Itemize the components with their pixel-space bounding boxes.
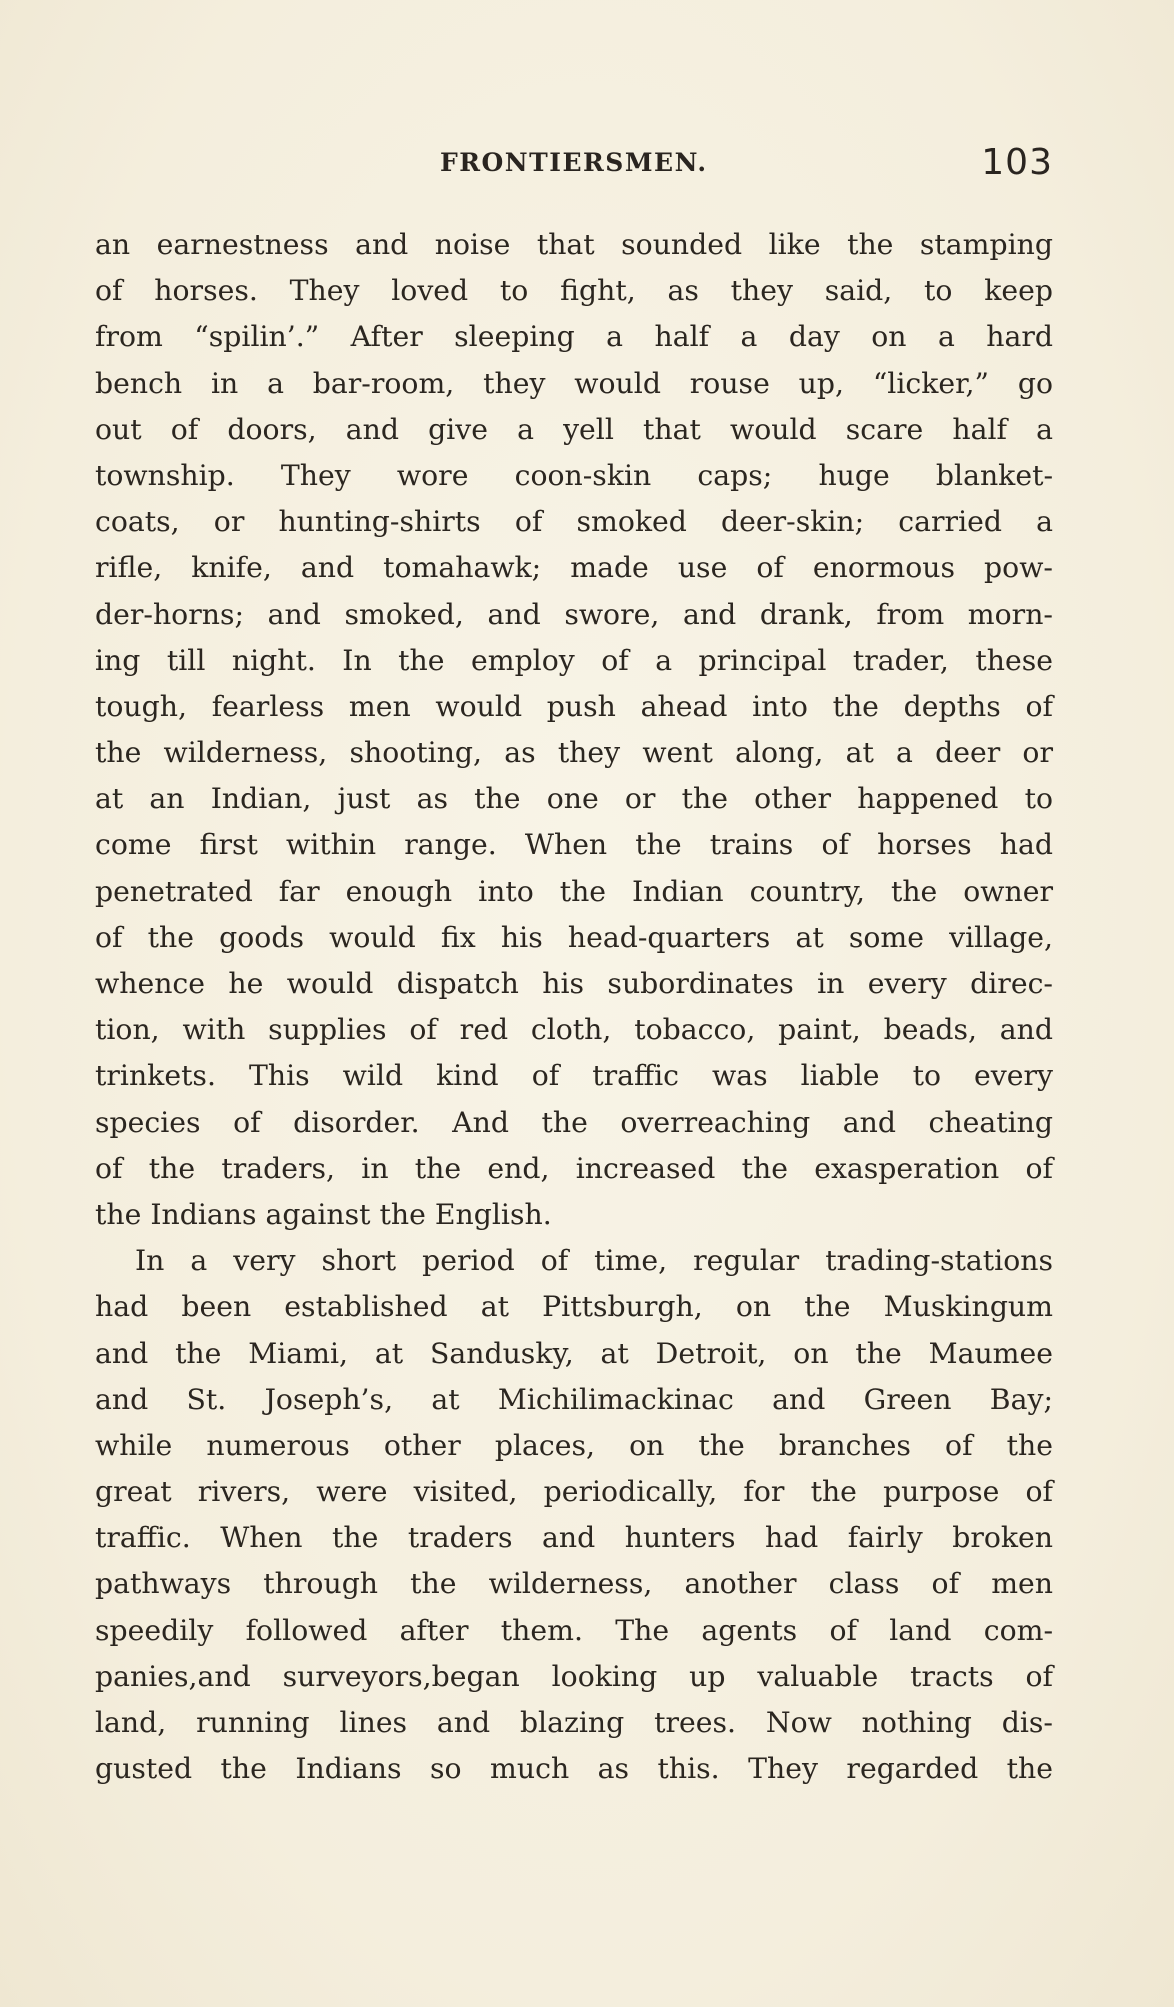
text-line: of horses. They loved to fight, as they said, to keep: [95, 274, 1053, 308]
page-number: 103: [981, 142, 1053, 183]
text-line: had been established at Pittsburgh, on the Muskingum: [95, 1290, 1053, 1324]
text-line: of the traders, in the end, increased the exasperation of: [95, 1151, 1053, 1185]
text-line: pathways through the wilderness, another class of men: [95, 1567, 1053, 1601]
text-line: panies,and surveyors,began looking up valuable tracts of: [95, 1659, 1053, 1693]
text-line: der-horns; and smoked, and swore, and drank, from morn-: [95, 597, 1053, 631]
text-line: come first within range. When the trains of horses had: [95, 828, 1053, 862]
text-line: at an Indian, just as the one or the other happened to: [95, 782, 1053, 816]
text-line: an earnestness and noise that sounded like the stamping: [95, 228, 1053, 261]
text-line: penetrated far enough into the Indian country, the owner: [95, 874, 1053, 908]
text-line: speedily followed after them. The agents of land com-: [95, 1613, 1053, 1647]
text-line: coats, or hunting-shirts of smoked deer-skin; carried a: [95, 505, 1053, 539]
text-line: In a very short period of time, regular trading-stations: [135, 1244, 1053, 1278]
text-line: out of doors, and give a yell that would scare half a: [95, 412, 1053, 446]
text-line: bench in a bar-room, they would rouse up, “licker,” go: [95, 366, 1053, 400]
text-line: trinkets. This wild kind of traffic was liable to every: [95, 1059, 1053, 1093]
text-line: traffic. When the traders and hunters had fairly broken: [95, 1521, 1053, 1555]
text-line: rifle, knife, and tomahawk; made use of enormous pow-: [95, 551, 1053, 585]
text-line: tough, fearless men would push ahead into the depths of: [95, 689, 1053, 723]
chapter-title: FRONTIERSMEN.: [440, 148, 708, 177]
text-line: land, running lines and blazing trees. Now nothing dis-: [95, 1706, 1053, 1739]
text-line: township. They wore coon-skin caps; huge blanket-: [95, 458, 1053, 492]
text-line: tion, with supplies of red cloth, tobacco, paint, beads, and: [95, 1013, 1053, 1047]
text-line: while numerous other places, on the branches of the: [95, 1428, 1053, 1462]
text-line: great rivers, were visited, periodically, for the purpose of: [95, 1475, 1053, 1509]
text-line: from “spilin’.” After sleeping a half a day on a hard: [95, 320, 1053, 354]
text-line: of the goods would fix his head-quarters at some village,: [95, 920, 1053, 954]
text-line: and the Miami, at Sandusky, at Detroit, on the Maumee: [95, 1336, 1053, 1370]
text-line: the wilderness, shooting, as they went along, at a deer or: [95, 736, 1053, 770]
body-text: [95, 222, 1053, 1792]
running-head: [95, 142, 1053, 190]
text-line: the Indians against the English.: [95, 1197, 552, 1231]
text-line: whence he would dispatch his subordinates in every direc-: [95, 967, 1053, 1000]
text-line: species of disorder. And the overreaching and cheating: [95, 1105, 1053, 1139]
text-line: gusted the Indians so much as this. They regarded the: [95, 1752, 1053, 1786]
text-line: and St. Joseph’s, at Michilimackinac and Green Bay;: [95, 1382, 1053, 1416]
text-line: ing till night. In the employ of a principal trader, these: [95, 643, 1053, 677]
